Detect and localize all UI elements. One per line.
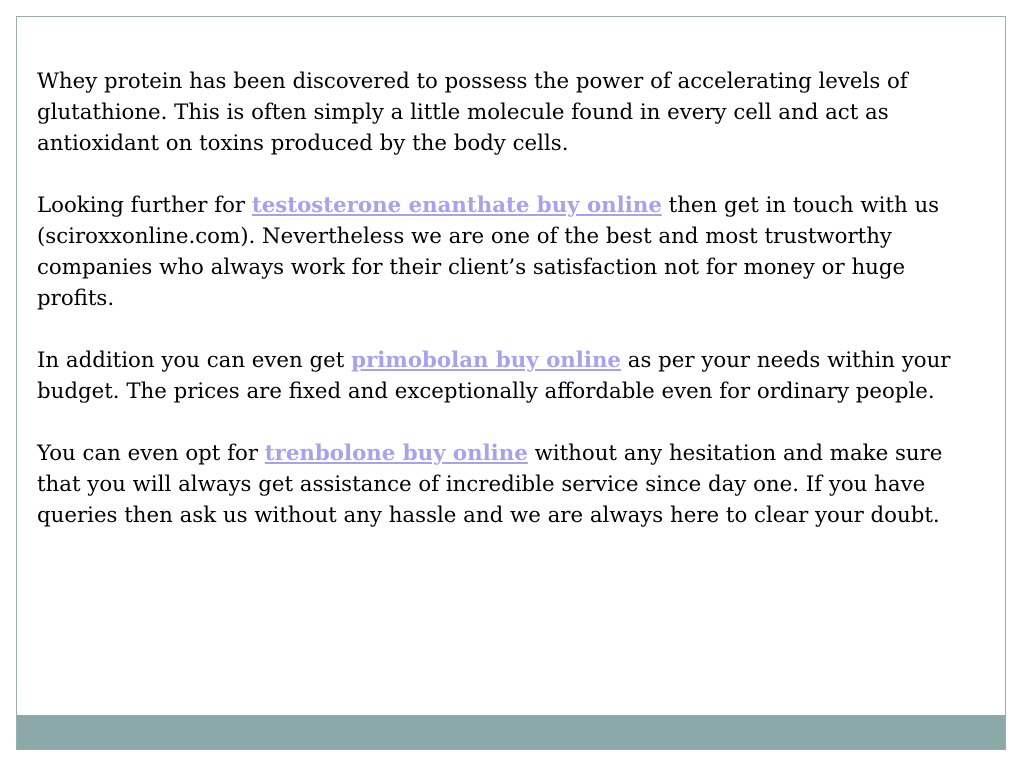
- paragraph-text-after: as per your needs within your budget. The prices are fixed and exceptionally affordable even for ordinary people.: [37, 348, 951, 404]
- trenbolone-link[interactable]: trenbolone buy online: [264, 441, 528, 466]
- primobolan-link[interactable]: primobolan buy online: [351, 348, 621, 373]
- paragraph-whey-protein: [37, 66, 982, 159]
- paragraph-text-after: then get in touch with us (sciroxxonline.com). Nevertheless we are one of the best and most trustworthy companies who always work for their client’s satisfaction not for money or huge profits.: [37, 193, 940, 311]
- paragraph-text-before: In addition you can even get: [37, 348, 352, 373]
- paragraph-text: Whey protein has been discovered to possess the power of accelerating levels of glutathione. This is often simply a little molecule found in every cell and act as antioxidant on toxins produced by the body cells.: [37, 69, 908, 156]
- paragraph-text-before: You can even opt for: [37, 441, 265, 466]
- paragraph-text-before: Looking further for: [37, 193, 252, 218]
- testosterone-enanthate-link[interactable]: testosterone enanthate buy online: [251, 193, 662, 218]
- paragraph-testosterone: [37, 190, 982, 314]
- slide-content: [37, 66, 982, 562]
- paragraph-text-after: without any hesitation and make sure that you will always get assistance of incredible service since day one. If you have queries then ask us without any hassle and we are always here to clear your doubt.: [37, 441, 943, 528]
- paragraph-primobolan: [37, 345, 982, 407]
- paragraph-trenbolone: [37, 438, 982, 531]
- slide: [16, 16, 1006, 750]
- footer-bar: [17, 715, 1005, 749]
